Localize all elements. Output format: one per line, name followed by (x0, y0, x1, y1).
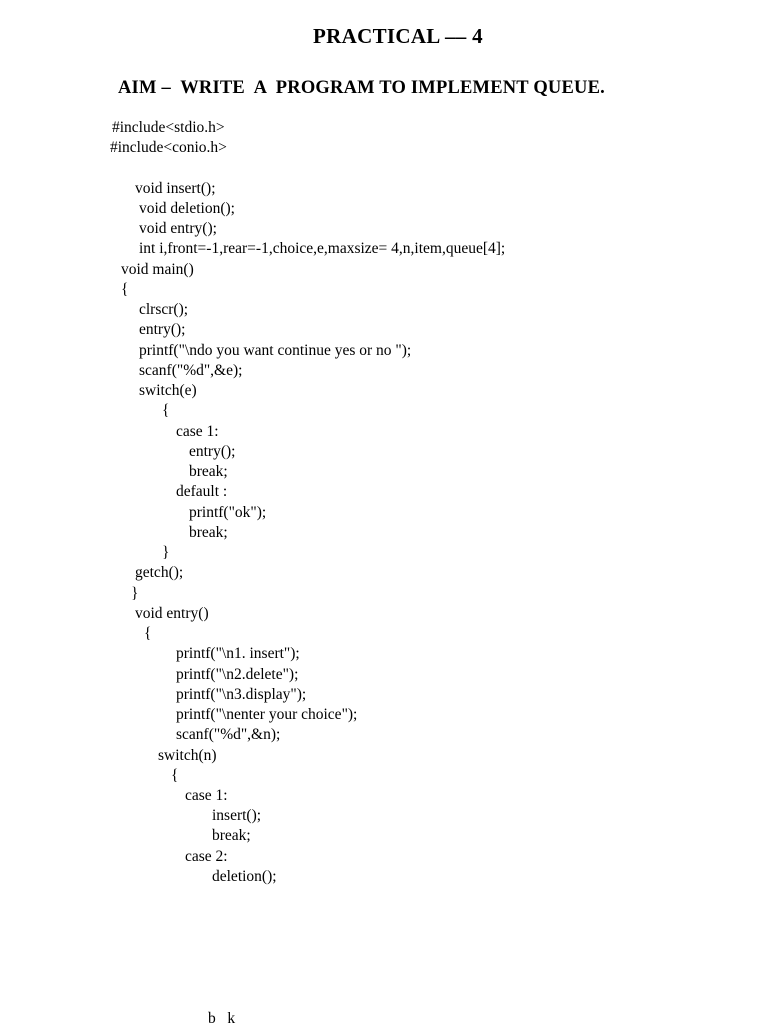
code-line: printf("\n3.display"); (176, 686, 307, 703)
code-line: int i,front=-1,rear=-1,choice,e,maxsize= 4,n,item,queue[4]; (139, 240, 506, 257)
code-line: void insert(); (135, 180, 216, 197)
code-line: break; (189, 524, 228, 541)
code-line: switch(n) (158, 747, 217, 764)
code-line: #include<stdio.h> (112, 119, 225, 136)
code-line: deletion(); (212, 868, 277, 885)
code-line: default : (176, 483, 228, 500)
code-line: case 1: (185, 787, 228, 804)
code-line: entry(); (139, 321, 186, 338)
code-line: void main() (121, 261, 194, 278)
code-line: { (121, 281, 129, 298)
code-line: void deletion(); (139, 200, 235, 217)
code-line: void entry(); (139, 220, 217, 237)
code-line: printf("\n1. insert"); (176, 645, 300, 662)
code-line: #include<conio.h> (110, 139, 227, 156)
code-line: case 1: (176, 423, 219, 440)
code-line: clrscr(); (139, 301, 189, 318)
code-line: { (162, 402, 170, 419)
code-line: insert(); (212, 807, 262, 824)
code-line: scanf("%d",&e); (139, 362, 243, 379)
code-line: printf("\n2.delete"); (176, 666, 299, 683)
code-line: switch(e) (139, 382, 197, 399)
code-line: printf("ok"); (189, 504, 267, 521)
code-line: case 2: (185, 848, 228, 865)
cutoff-text-fragment: b k (208, 1010, 236, 1027)
code-line: break; (212, 827, 251, 844)
code-line: break; (189, 463, 228, 480)
code-line: getch(); (135, 564, 184, 581)
code-line: entry(); (189, 443, 236, 460)
aim-heading: AIM – WRITE A PROGRAM TO IMPLEMENT QUEUE. (118, 78, 605, 98)
code-line: printf("\nenter your choice"); (176, 706, 358, 723)
code-line: { (144, 625, 152, 642)
code-line: } (162, 544, 170, 561)
code-line: { (171, 767, 179, 784)
code-line: printf("\ndo you want continue yes or no "); (139, 342, 412, 359)
code-line: } (131, 585, 139, 602)
code-line: scanf("%d",&n); (176, 726, 281, 743)
page-title: PRACTICAL –– 4 (313, 24, 483, 48)
code-line: void entry() (135, 605, 209, 622)
